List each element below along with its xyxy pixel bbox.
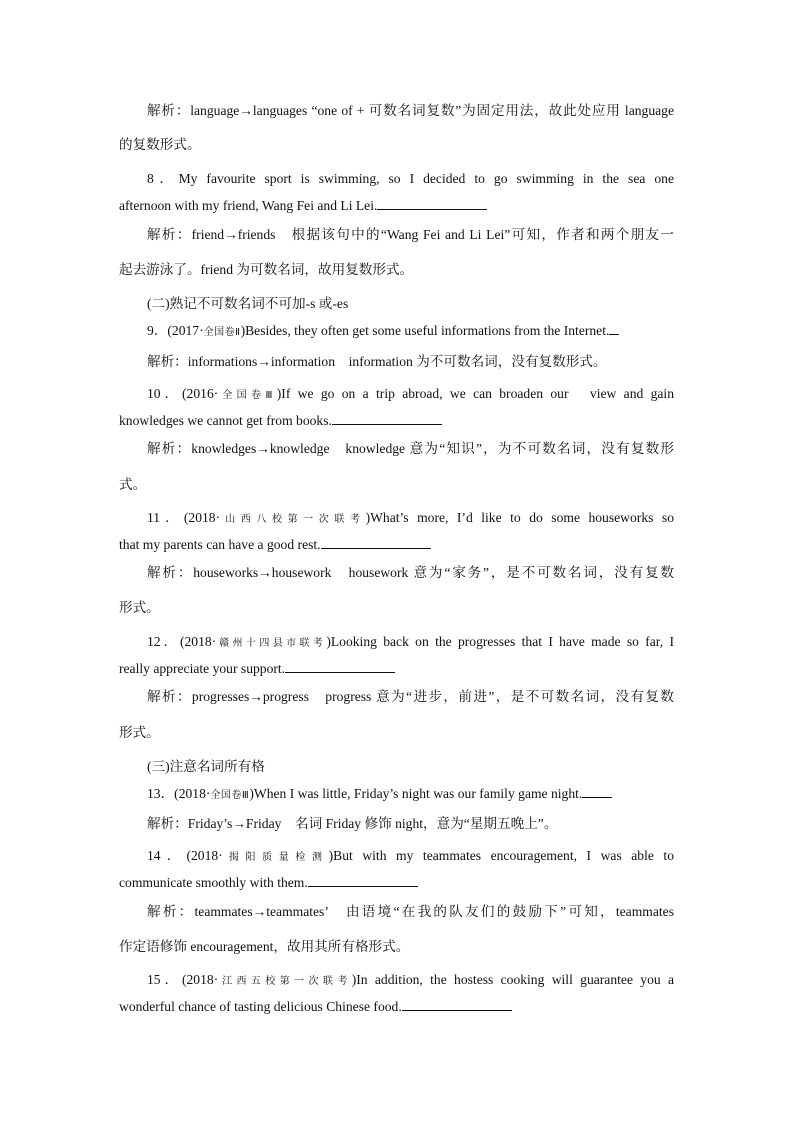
question-13-num: 13．(2018· <box>147 786 211 801</box>
answer-blank[interactable] <box>308 873 418 887</box>
question-8-line1: 8．My favourite sport is swimming, so I decided to go swimming in the sea one <box>147 171 674 186</box>
answer-blank[interactable] <box>402 997 512 1011</box>
answer-blank[interactable] <box>609 321 619 335</box>
question-15-line1 <box>147 971 674 991</box>
source-tag: 全国卷Ⅲ <box>218 390 277 401</box>
analysis-7-line1: 解析：language→languages “one of + 可数名词复数”为固定用法，故此处应用 language <box>147 103 674 118</box>
question-14-line1 <box>147 847 674 867</box>
question-14-line2 <box>119 873 418 892</box>
answer-blank[interactable] <box>377 196 487 210</box>
question-15-line2 <box>119 997 512 1016</box>
question-9-num: 9．(2017· <box>147 323 204 338</box>
question-11-line2 <box>119 535 431 554</box>
analysis-14-line2: 作定语修饰 encouragement，故用其所有格形式。 <box>119 939 410 954</box>
answer-blank[interactable] <box>332 411 442 425</box>
source-tag: 江西五校第一次联考 <box>218 976 352 987</box>
analysis-11-line2: 形式。 <box>119 600 160 615</box>
question-12-text: )Looking back on the progresses that I have made so far, I <box>326 634 674 649</box>
section-heading-possessive: (三)注意名词所有格 <box>147 759 265 774</box>
question-13 <box>147 784 612 805</box>
question-10-line1 <box>147 385 674 405</box>
question-11-line1 <box>147 509 674 529</box>
analysis-14-line1: 解析：teammates→teammates’ 由语境“在我的队友们的鼓励下”可知，teammates <box>147 904 674 919</box>
question-11-text2: that my parents can have a good rest. <box>119 537 321 552</box>
question-11-text: )What’s more, I’d like to do some houseworks so <box>365 510 674 525</box>
question-10-text2: knowledges we cannot get from books. <box>119 413 332 428</box>
analysis-11-line1: 解析：houseworks→housework housework 意为“家务”，是不可数名词，没有复数 <box>147 565 674 580</box>
source-tag: 全国卷Ⅲ <box>210 790 250 801</box>
question-14-text: )But with my teammates encouragement, I was able to <box>328 848 675 863</box>
question-13-text: )When I was little, Friday’s night was our family game night. <box>249 786 583 801</box>
question-12-line2 <box>119 659 395 678</box>
question-12-line1 <box>147 633 674 653</box>
question-12-num: 12．(2018· <box>147 634 217 649</box>
question-8-text: afternoon with my friend, Wang Fei and Li Lei. <box>119 198 378 213</box>
question-9 <box>147 321 619 342</box>
question-15-num: 15．(2018· <box>147 972 219 987</box>
section-heading-uncountable: (二)熟记不可数名词不可加-s 或-es <box>147 296 349 311</box>
analysis-8-line1: 解析：friend→friends 根据该句中的“Wang Fei and Li Lei”可知，作者和两个朋友一 <box>147 227 674 242</box>
question-15-text: )In addition, the hostess cooking will guarantee you a <box>351 972 674 987</box>
question-10-num: 10．(2016· <box>147 386 219 401</box>
question-14-num: 14．(2018· <box>147 848 223 863</box>
question-14-text2: communicate smoothly with them. <box>119 875 308 890</box>
question-9-text: )Besides, they often get some useful informations from the Internet. <box>240 323 610 338</box>
analysis-13: 解析：Friday’s→Friday 名词 Friday 修饰 night，意为“星期五晚上”。 <box>147 816 558 831</box>
analysis-9: 解析：informations→information information 为不可数名词，没有复数形式。 <box>147 354 607 369</box>
source-tag: 揭阳质量检测 <box>222 852 329 863</box>
source-tag: 全国卷Ⅱ <box>203 327 241 338</box>
analysis-10-line1: 解析：knowledges→knowledge knowledge 意为“知识”，为不可数名词，没有复数形 <box>147 441 674 456</box>
analysis-12-line2: 形式。 <box>119 725 160 740</box>
question-10-line2 <box>119 411 442 430</box>
answer-blank[interactable] <box>582 784 612 798</box>
question-12-text2: really appreciate your support. <box>119 661 286 676</box>
answer-blank[interactable] <box>285 659 395 673</box>
question-10-text: )If we go on a trip abroad, we can broaden our view and gain <box>276 386 675 401</box>
analysis-8-line2: 起去游泳了。friend 为可数名词，故用复数形式。 <box>119 262 414 277</box>
analysis-7-line2: 的复数形式。 <box>119 137 201 152</box>
answer-blank[interactable] <box>321 535 431 549</box>
analysis-10-line2: 式。 <box>119 477 147 492</box>
analysis-12-line1: 解析：progresses→progress progress 意为“进步，前进”，是不可数名词，没有复数 <box>147 689 674 704</box>
source-tag: 赣州十四县市联考 <box>216 638 327 649</box>
question-11-num: 11．(2018· <box>147 510 221 525</box>
source-tag: 山西八校第一次联考 <box>220 514 366 525</box>
question-8-line2 <box>119 196 487 215</box>
question-15-text2: wonderful chance of tasting delicious Chinese food. <box>119 999 402 1014</box>
